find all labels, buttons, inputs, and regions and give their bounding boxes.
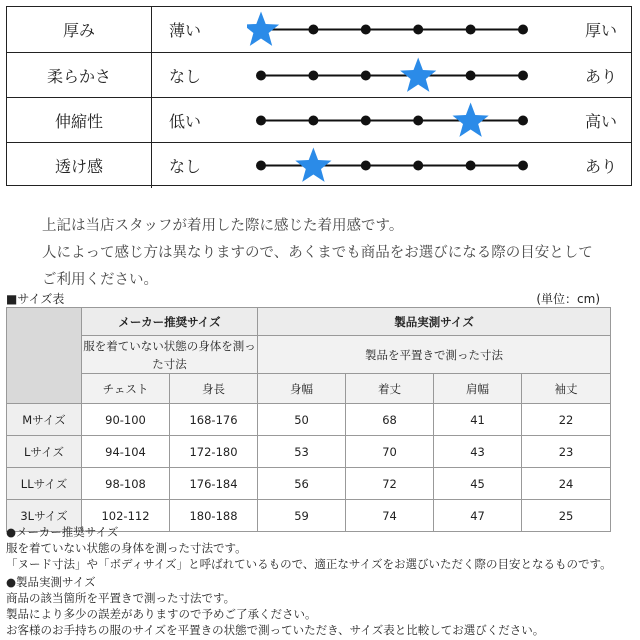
scale-dot <box>413 161 423 171</box>
rating-track <box>247 143 537 188</box>
size-corner-cell <box>7 308 82 404</box>
scale-dot <box>361 71 371 81</box>
table-cell: 24 <box>522 468 611 500</box>
group-header-maker: メーカー推奨サイズ <box>82 308 258 336</box>
table-cell: 90-100 <box>82 404 170 436</box>
rating-row-stretch <box>7 97 631 143</box>
footnote-line: 服を着ていない状態の身体を測った寸法です。 <box>6 541 247 555</box>
rating-track <box>247 53 537 98</box>
group-header-actual: 製品実測サイズ <box>258 308 611 336</box>
column-header: 身幅 <box>258 374 346 404</box>
scale-dot <box>466 71 476 81</box>
note-line-2: 人によって感じ方は異なりますので、あくまでも商品をお選びになる際の目安として <box>42 245 593 261</box>
table-cell: 45 <box>434 468 522 500</box>
star-icon <box>400 58 436 92</box>
column-header: 身長 <box>170 374 258 404</box>
table-row <box>7 468 611 500</box>
size-table <box>6 307 611 532</box>
scale-dot <box>466 161 476 171</box>
rating-table <box>6 6 632 186</box>
rating-label: 厚み <box>7 7 152 52</box>
table-cell: 47 <box>434 500 522 532</box>
rating-left-label: 薄い <box>169 21 202 40</box>
footnote-line: 商品の該当箇所を平置きで測った寸法です。 <box>6 591 236 605</box>
scale-dot <box>308 71 318 81</box>
rating-label: 柔らかさ <box>7 53 152 98</box>
footnote-heading-maker: ●メーカー推奨サイズ <box>6 525 119 539</box>
scale-dot <box>518 71 528 81</box>
scale-dot <box>518 161 528 171</box>
rating-scale <box>247 7 537 52</box>
rating-label: 伸縮性 <box>7 98 152 143</box>
scale-dot <box>518 25 528 35</box>
group-desc-maker: 服を着ていない状態の身体を測った寸法 <box>82 336 258 374</box>
rating-left-label: 低い <box>169 112 202 131</box>
table-row <box>7 404 611 436</box>
table-cell: 98-108 <box>82 468 170 500</box>
table-cell: 25 <box>522 500 611 532</box>
row-size-label: Lサイズ <box>7 436 82 468</box>
table-cell: 168-176 <box>170 404 258 436</box>
scale-dot <box>308 116 318 126</box>
scale-dot <box>413 116 423 126</box>
table-cell: 94-104 <box>82 436 170 468</box>
rating-right-label: 高い <box>584 112 617 131</box>
scale-dot <box>361 25 371 35</box>
table-cell: 43 <box>434 436 522 468</box>
rating-right-label: 厚い <box>584 21 617 40</box>
column-header: 着丈 <box>346 374 434 404</box>
scale-dot <box>361 116 371 126</box>
rating-label: 透け感 <box>7 143 152 188</box>
scale-dot <box>308 25 318 35</box>
rating-row-softness <box>7 52 631 98</box>
star-icon <box>295 148 331 182</box>
column-header: 袖丈 <box>522 374 611 404</box>
rating-right-label: あり <box>584 67 617 86</box>
table-cell: 70 <box>346 436 434 468</box>
scale-dot <box>466 25 476 35</box>
column-header: チェスト <box>82 374 170 404</box>
table-cell: 68 <box>346 404 434 436</box>
rating-track <box>247 7 537 52</box>
scale-dot <box>518 116 528 126</box>
note-line-1: 上記は当店スタッフが着用した際に感じた着用感です。 <box>42 218 404 234</box>
group-desc-actual: 製品を平置きで測った寸法 <box>258 336 611 374</box>
table-cell: 102-112 <box>82 500 170 532</box>
footnote-heading-actual: ●製品実測サイズ <box>6 575 96 589</box>
scale-dot <box>256 116 266 126</box>
table-cell: 22 <box>522 404 611 436</box>
table-cell: 59 <box>258 500 346 532</box>
size-table-title: ■サイズ表 <box>6 292 65 306</box>
rating-left-label: なし <box>169 157 202 176</box>
size-table-unit: (単位：cm) <box>536 292 600 306</box>
rating-scale <box>247 98 537 143</box>
rating-row-thickness <box>7 7 631 52</box>
table-cell: 23 <box>522 436 611 468</box>
table-cell: 53 <box>258 436 346 468</box>
footnote-line: お客様のお手持ちの服のサイズを平置きの状態で測っていただき、サイズ表と比較してお選びください。 <box>6 623 545 637</box>
rating-track <box>247 98 537 143</box>
footnote-line: 「ヌード寸法」や「ボディサイズ」と呼ばれているもので、適正なサイズをお選びいただく際の目安となるものです。 <box>6 557 612 571</box>
table-cell: 172-180 <box>170 436 258 468</box>
row-size-label: LLサイズ <box>7 468 82 500</box>
rating-left-label: なし <box>169 67 202 86</box>
scale-dot <box>413 25 423 35</box>
rating-scale <box>247 143 537 188</box>
table-row <box>7 436 611 468</box>
table-cell: 180-188 <box>170 500 258 532</box>
table-cell: 72 <box>346 468 434 500</box>
note-line-3: ご利用ください。 <box>42 272 158 288</box>
rating-scale <box>247 53 537 98</box>
row-size-label: 3Lサイズ <box>7 500 82 532</box>
scale-dot <box>256 161 266 171</box>
column-header: 肩幅 <box>434 374 522 404</box>
table-cell: 176-184 <box>170 468 258 500</box>
star-icon <box>453 103 489 137</box>
table-cell: 41 <box>434 404 522 436</box>
table-cell: 74 <box>346 500 434 532</box>
footnote-line: 製品により多少の誤差がありますので予めご了承ください。 <box>6 607 317 621</box>
scale-dot <box>256 71 266 81</box>
rating-right-label: あり <box>584 157 617 176</box>
row-size-label: Mサイズ <box>7 404 82 436</box>
rating-row-sheerness <box>7 142 631 188</box>
table-cell: 50 <box>258 404 346 436</box>
scale-dot <box>361 161 371 171</box>
table-cell: 56 <box>258 468 346 500</box>
